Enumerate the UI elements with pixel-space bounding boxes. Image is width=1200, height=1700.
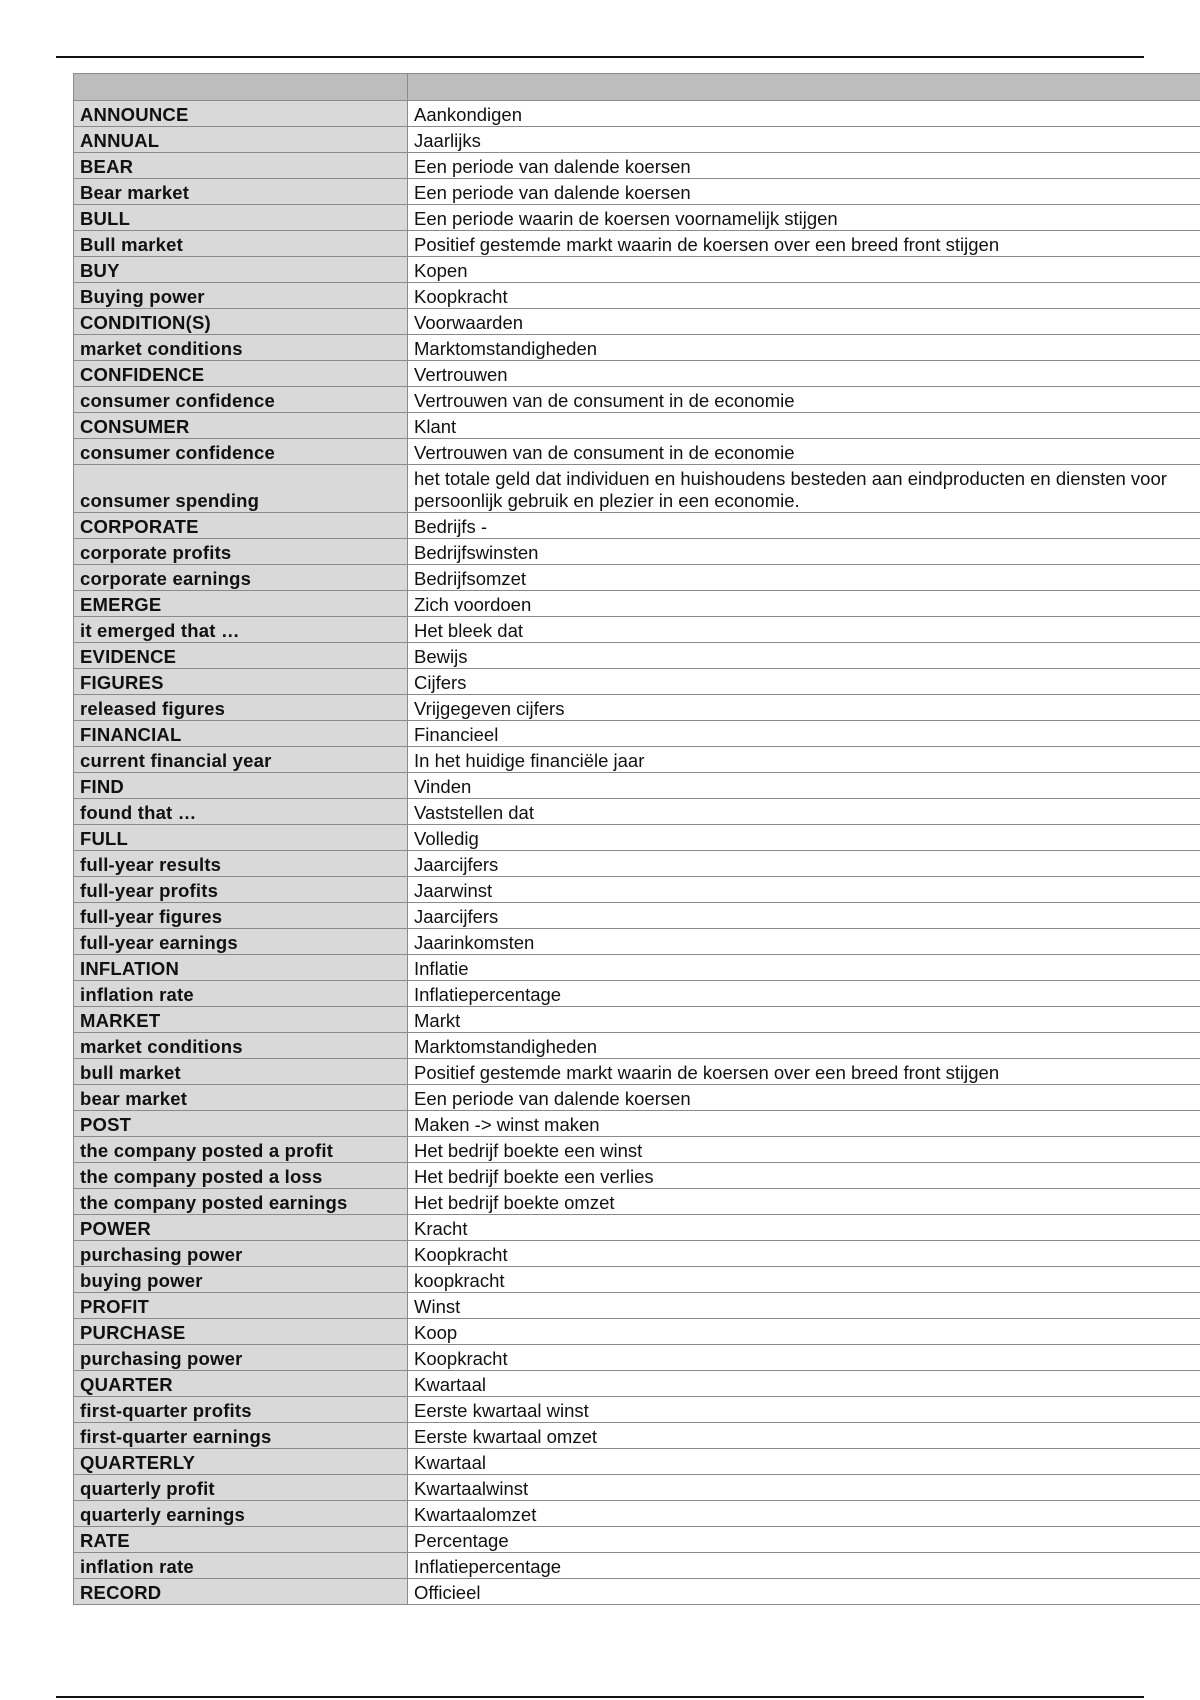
term-cell: CORPORATE [74, 513, 408, 539]
translation-cell: Winst [408, 1293, 1200, 1319]
term-cell: BEAR [74, 153, 408, 179]
translation-cell: Maken -> winst maken [408, 1111, 1200, 1137]
translation-cell: het totale geld dat individuen en huishoudens besteden aan eindproducten en diensten voor persoonlijk gebruik en plezier in een economie. [408, 465, 1200, 513]
table-row [74, 877, 1200, 903]
table-row [74, 101, 1200, 127]
table-row [74, 669, 1200, 695]
term-cell: FULL [74, 825, 408, 851]
table-row [74, 591, 1200, 617]
translation-cell: Koopkracht [408, 1345, 1200, 1371]
term-cell: QUARTER [74, 1371, 408, 1397]
table-row [74, 1553, 1200, 1579]
table-row [74, 981, 1200, 1007]
table-row [74, 513, 1200, 539]
table-row [74, 1371, 1200, 1397]
translation-cell: Vaststellen dat [408, 799, 1200, 825]
term-cell: first-quarter earnings [74, 1423, 408, 1449]
translation-cell: Voorwaarden [408, 309, 1200, 335]
table-row [74, 127, 1200, 153]
term-cell: POWER [74, 1215, 408, 1241]
table-row [74, 539, 1200, 565]
term-cell: MARKET [74, 1007, 408, 1033]
translation-cell: Bedrijfswinsten [408, 539, 1200, 565]
term-cell: corporate earnings [74, 565, 408, 591]
table-row [74, 1423, 1200, 1449]
translation-cell: Jaarinkomsten [408, 929, 1200, 955]
translation-cell: Vinden [408, 773, 1200, 799]
table-row [74, 929, 1200, 955]
term-cell: PURCHASE [74, 1319, 408, 1345]
table-row [74, 1007, 1200, 1033]
term-cell: inflation rate [74, 1553, 408, 1579]
translation-cell: Eerste kwartaal winst [408, 1397, 1200, 1423]
term-cell: ANNUAL [74, 127, 408, 153]
term-cell: CONFIDENCE [74, 361, 408, 387]
table-row [74, 695, 1200, 721]
table-row [74, 903, 1200, 929]
table-row [74, 1293, 1200, 1319]
term-cell: QUARTERLY [74, 1449, 408, 1475]
translation-cell: Vrijgegeven cijfers [408, 695, 1200, 721]
table-row [74, 851, 1200, 877]
translation-cell: Financieel [408, 721, 1200, 747]
term-cell: full-year profits [74, 877, 408, 903]
term-cell: ANNOUNCE [74, 101, 408, 127]
translation-cell: Marktomstandigheden [408, 335, 1200, 361]
table-row [74, 205, 1200, 231]
translation-cell: Bedrijfsomzet [408, 565, 1200, 591]
translation-cell: Officieel [408, 1579, 1200, 1605]
translation-cell: Het bedrijf boekte een winst [408, 1137, 1200, 1163]
term-cell: consumer confidence [74, 387, 408, 413]
term-cell: PROFIT [74, 1293, 408, 1319]
translation-cell: Het bleek dat [408, 617, 1200, 643]
term-cell: consumer spending [74, 465, 408, 513]
translation-cell: Zich voordoen [408, 591, 1200, 617]
table-row [74, 617, 1200, 643]
translation-cell: Inflatiepercentage [408, 1553, 1200, 1579]
translation-cell: Jaarcijfers [408, 851, 1200, 877]
translation-cell: Kopen [408, 257, 1200, 283]
table-row [74, 335, 1200, 361]
term-cell: Bull market [74, 231, 408, 257]
translation-cell: In het huidige financiële jaar [408, 747, 1200, 773]
translation-cell: Kwartaal [408, 1449, 1200, 1475]
header-translation-cell [408, 74, 1200, 101]
table-row [74, 283, 1200, 309]
translation-cell: Aankondigen [408, 101, 1200, 127]
term-cell: full-year figures [74, 903, 408, 929]
translation-cell: Jaarlijks [408, 127, 1200, 153]
translation-cell: Vertrouwen van de consument in de economie [408, 439, 1200, 465]
term-cell: CONSUMER [74, 413, 408, 439]
term-cell: inflation rate [74, 981, 408, 1007]
table-row [74, 1059, 1200, 1085]
term-cell: FIND [74, 773, 408, 799]
term-cell: market conditions [74, 1033, 408, 1059]
term-cell: bear market [74, 1085, 408, 1111]
term-cell: purchasing power [74, 1345, 408, 1371]
translation-cell: Koop [408, 1319, 1200, 1345]
term-cell: purchasing power [74, 1241, 408, 1267]
vocabulary-rows [74, 101, 1200, 1605]
table-row [74, 1189, 1200, 1215]
translation-cell: Het bedrijf boekte een verlies [408, 1163, 1200, 1189]
table-row [74, 1033, 1200, 1059]
term-cell: the company posted earnings [74, 1189, 408, 1215]
term-cell: EMERGE [74, 591, 408, 617]
table-row [74, 565, 1200, 591]
table-row [74, 231, 1200, 257]
table-row [74, 1241, 1200, 1267]
translation-cell: Jaarwinst [408, 877, 1200, 903]
table-row [74, 387, 1200, 413]
table-row [74, 179, 1200, 205]
table-row [74, 309, 1200, 335]
translation-cell: Inflatie [408, 955, 1200, 981]
table-row [74, 361, 1200, 387]
translation-cell: Cijfers [408, 669, 1200, 695]
table-header-row [74, 74, 1200, 101]
term-cell: Bear market [74, 179, 408, 205]
term-cell: POST [74, 1111, 408, 1137]
translation-cell: Markt [408, 1007, 1200, 1033]
term-cell: found that … [74, 799, 408, 825]
table-row [74, 773, 1200, 799]
term-cell: RECORD [74, 1579, 408, 1605]
translation-cell: Vertrouwen [408, 361, 1200, 387]
term-cell: market conditions [74, 335, 408, 361]
term-cell: Buying power [74, 283, 408, 309]
term-cell: EVIDENCE [74, 643, 408, 669]
table-row [74, 1111, 1200, 1137]
translation-cell: Het bedrijf boekte omzet [408, 1189, 1200, 1215]
translation-cell: Een periode van dalende koersen [408, 1085, 1200, 1111]
table-row [74, 439, 1200, 465]
term-cell: released figures [74, 695, 408, 721]
term-cell: consumer confidence [74, 439, 408, 465]
translation-cell: Kwartaalomzet [408, 1501, 1200, 1527]
term-cell: it emerged that … [74, 617, 408, 643]
table-row [74, 1137, 1200, 1163]
term-cell: bull market [74, 1059, 408, 1085]
term-cell: the company posted a profit [74, 1137, 408, 1163]
term-cell: quarterly earnings [74, 1501, 408, 1527]
top-rule [56, 56, 1144, 58]
translation-cell: Eerste kwartaal omzet [408, 1423, 1200, 1449]
translation-cell: Een periode van dalende koersen [408, 179, 1200, 205]
translation-cell: Bedrijfs - [408, 513, 1200, 539]
header-term-cell [74, 74, 408, 101]
table-row [74, 1501, 1200, 1527]
term-cell: current financial year [74, 747, 408, 773]
translation-cell: Positief gestemde markt waarin de koersen over een breed front stijgen [408, 1059, 1200, 1085]
translation-cell: Percentage [408, 1527, 1200, 1553]
term-cell: buying power [74, 1267, 408, 1293]
term-cell: FIGURES [74, 669, 408, 695]
term-cell: full-year results [74, 851, 408, 877]
table-row [74, 799, 1200, 825]
translation-cell: Bewijs [408, 643, 1200, 669]
translation-cell: Kwartaal [408, 1371, 1200, 1397]
table-row [74, 1215, 1200, 1241]
table-row [74, 153, 1200, 179]
translation-cell: Jaarcijfers [408, 903, 1200, 929]
table-row [74, 465, 1200, 513]
table-row [74, 955, 1200, 981]
bottom-rule [56, 1696, 1144, 1698]
translation-cell: Volledig [408, 825, 1200, 851]
table-row [74, 747, 1200, 773]
translation-cell: Kwartaalwinst [408, 1475, 1200, 1501]
term-cell: full-year earnings [74, 929, 408, 955]
term-cell: first-quarter profits [74, 1397, 408, 1423]
table-row [74, 721, 1200, 747]
translation-cell: Vertrouwen van de consument in de economie [408, 387, 1200, 413]
translation-cell: koopkracht [408, 1267, 1200, 1293]
translation-cell: Inflatiepercentage [408, 981, 1200, 1007]
translation-cell: Een periode waarin de koersen voornamelijk stijgen [408, 205, 1200, 231]
term-cell: quarterly profit [74, 1475, 408, 1501]
table-row [74, 1085, 1200, 1111]
term-cell: the company posted a loss [74, 1163, 408, 1189]
table-row [74, 1527, 1200, 1553]
term-cell: CONDITION(S) [74, 309, 408, 335]
term-cell: RATE [74, 1527, 408, 1553]
translation-cell: Kracht [408, 1215, 1200, 1241]
table-row [74, 1397, 1200, 1423]
table-row [74, 643, 1200, 669]
translation-cell: Positief gestemde markt waarin de koersen over een breed front stijgen [408, 231, 1200, 257]
translation-cell: Koopkracht [408, 1241, 1200, 1267]
term-cell: FINANCIAL [74, 721, 408, 747]
table-row [74, 257, 1200, 283]
term-cell: corporate profits [74, 539, 408, 565]
term-cell: BULL [74, 205, 408, 231]
translation-cell: Koopkracht [408, 283, 1200, 309]
table-row [74, 825, 1200, 851]
table-row [74, 1319, 1200, 1345]
table-row [74, 1267, 1200, 1293]
table-row [74, 1163, 1200, 1189]
table-row [74, 1475, 1200, 1501]
term-cell: INFLATION [74, 955, 408, 981]
table-row [74, 1579, 1200, 1605]
term-cell: BUY [74, 257, 408, 283]
table-row [74, 413, 1200, 439]
table-row [74, 1449, 1200, 1475]
translation-cell: Klant [408, 413, 1200, 439]
translation-cell: Een periode van dalende koersen [408, 153, 1200, 179]
vocabulary-table [73, 73, 1200, 1605]
table-row [74, 1345, 1200, 1371]
translation-cell: Marktomstandigheden [408, 1033, 1200, 1059]
